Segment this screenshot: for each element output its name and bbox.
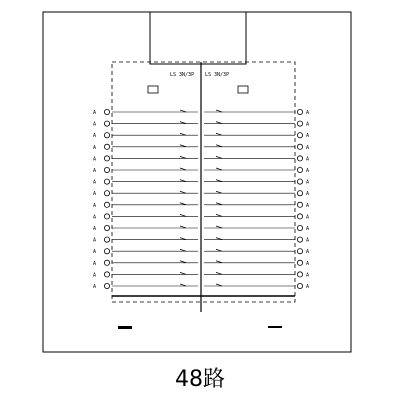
terminal-left (104, 133, 109, 138)
terminal-left (104, 272, 109, 277)
bus-right-label: LS 3N/3P (205, 72, 230, 78)
terminal-left (104, 283, 109, 288)
terminal-left (104, 191, 109, 196)
top-breaker-left (148, 86, 158, 93)
terminal-left (104, 144, 109, 149)
end-marker-left: A (93, 284, 97, 290)
terminal-right (297, 260, 302, 265)
terminal-right (297, 214, 302, 219)
end-marker-left: A (93, 156, 97, 163)
end-marker-left: A (93, 191, 97, 198)
terminal-left (104, 202, 109, 207)
end-marker-right: A (306, 226, 310, 232)
end-marker-right: A (306, 133, 310, 140)
end-marker-right: A (306, 168, 310, 174)
terminal-right (297, 237, 302, 242)
end-marker-left: A (93, 133, 97, 140)
terminal-left (104, 179, 109, 184)
terminal-left (104, 249, 109, 254)
end-marker-right: A (306, 237, 310, 244)
terminal-left (104, 167, 109, 172)
terminal-right (297, 121, 302, 126)
terminal-left (104, 237, 109, 242)
legend-mark-left (118, 326, 132, 329)
terminal-right (297, 133, 302, 138)
end-marker-left: A (93, 179, 97, 186)
end-marker-right: A (306, 144, 310, 151)
terminal-right (297, 156, 302, 161)
end-marker-left: A (93, 202, 97, 209)
end-marker-right: A (306, 260, 310, 267)
end-marker-left: A (93, 237, 97, 244)
terminal-right (297, 167, 302, 172)
end-marker-left: A (93, 260, 97, 267)
end-marker-left: A (93, 226, 97, 232)
terminal-right (297, 144, 302, 149)
top-breaker-right (238, 86, 248, 93)
end-marker-left: A (93, 272, 97, 279)
end-marker-right: A (306, 121, 310, 128)
end-marker-right: A (306, 156, 310, 163)
incoming-cabinet (150, 12, 246, 64)
terminal-right (297, 191, 302, 196)
end-marker-right: A (306, 249, 310, 256)
end-marker-right: A (306, 191, 310, 198)
end-marker-right: A (306, 272, 310, 279)
end-marker-right: A (306, 214, 310, 221)
panel-boundary (112, 62, 295, 302)
terminal-right (297, 225, 302, 230)
terminal-right (297, 202, 302, 207)
terminal-left (104, 260, 109, 265)
end-marker-left: A (93, 249, 97, 256)
terminal-right (297, 249, 302, 254)
end-marker-right: A (306, 284, 310, 290)
end-marker-left: A (93, 121, 97, 128)
terminal-left (104, 225, 109, 230)
terminal-left (104, 156, 109, 161)
terminal-right (297, 109, 302, 114)
legend-mark-right (268, 326, 282, 328)
end-marker-right: A (306, 110, 310, 116)
diagram-caption: 48路 (175, 367, 225, 392)
end-marker-left: A (93, 168, 97, 174)
bus-left-label: LS 3N/3P (170, 72, 195, 78)
terminal-right (297, 283, 302, 288)
terminal-right (297, 272, 302, 277)
terminal-left (104, 109, 109, 114)
end-marker-right: A (306, 202, 310, 209)
terminal-right (297, 179, 302, 184)
terminal-left (104, 214, 109, 219)
end-marker-left: A (93, 214, 97, 221)
end-marker-left: A (93, 110, 97, 116)
terminal-left (104, 121, 109, 126)
end-marker-left: A (93, 144, 97, 151)
drawing-frame (43, 12, 351, 352)
end-marker-right: A (306, 179, 310, 186)
